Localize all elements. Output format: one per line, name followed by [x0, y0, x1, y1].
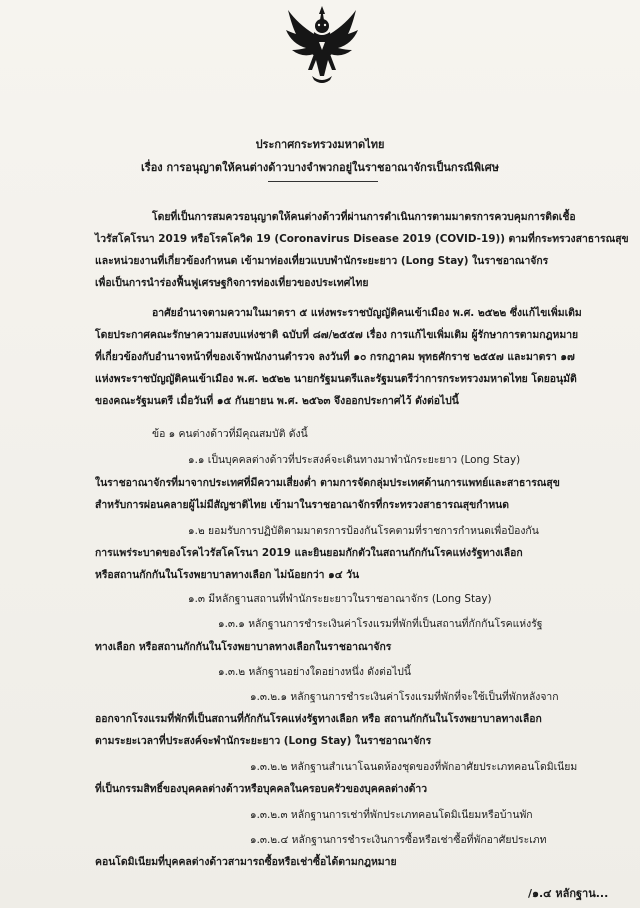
clause-line: ในราชอาณาจักรที่มาจากประเทศที่มีความเสี่ยงต่ำ ตามการจัดกลุ่มประเทศด้านการแพทย์และสาธารณสุข: [95, 477, 560, 489]
document-subject: เรื่อง การอนุญาตให้คนต่างด้าวบางจำพวกอยู่ในราชอาณาจักรเป็นกรณีพิเศษ: [141, 161, 499, 174]
clause-line: ๑.๓.๒.๑ หลักฐานการชำระเงินค่าโรงแรมที่พักที่จะใช้เป็นที่พักหลังจาก: [250, 691, 559, 703]
clause-line: ทางเลือก หรือสถานกักกันในโรงพยาบาลทางเลือกในราชอาณาจักร: [95, 641, 392, 653]
continuation-note: /๑.๔ หลักฐาน...: [528, 887, 609, 900]
paragraph-line: แห่งพระราชบัญญัติคนเข้าเมือง พ.ศ. ๒๕๒๒ นายกรัฐมนตรีและรัฐมนตรีว่าการกระทรวงมหาดไทย โดยอนุมัติ: [95, 373, 577, 385]
paragraph-line: โดยประกาศคณะรักษาความสงบแห่งชาติ ฉบับที่ ๘๗/๒๕๕๗ เรื่อง การแก้ไขเพิ่มเติม ผู้รักษาการตามกฎหมาย: [95, 329, 579, 341]
paragraph-line: โดยที่เป็นการสมควรอนุญาตให้คนต่างด้าวที่ผ่านการดำเนินการตามมาตรการควบคุมการติดเชื้อ: [152, 211, 576, 223]
clause-line: ๑.๓.๒.๔ หลักฐานการชำระเงินการซื้อหรือเช่าซื้อที่พักอาศัยประเภท: [250, 834, 547, 846]
clause-line: ๑.๓.๒ หลักฐานอย่างใดอย่างหนึ่ง ดังต่อไปนี้: [218, 666, 411, 678]
clause-line: ๑.๓.๒.๒ หลักฐานสำเนาโฉนดห้องชุดของที่พักอาศัยประเภทคอนโดมิเนียม: [250, 761, 578, 773]
clause-line: ที่เป็นกรรมสิทธิ์ของบุคคลต่างด้าวหรือบุคคลในครอบครัวของบุคคลต่างด้าว: [95, 783, 428, 795]
clause-line: หรือสถานกักกันในโรงพยาบาลทางเลือก ไม่น้อยกว่า ๑๔ วัน: [95, 569, 360, 581]
clause-line: ๑.๓.๒.๓ หลักฐานการเช่าที่พักประเภทคอนโดมิเนียมหรือบ้านพัก: [250, 809, 533, 821]
clause-line: คอนโดมิเนียมที่บุคคลต่างด้าวสามารถซื้อหรือเช่าซื้อได้ตามกฎหมาย: [95, 856, 397, 868]
paragraph-line: เพื่อเป็นการนำร่องฟื้นฟูเศรษฐกิจการท่องเที่ยวของประเทศไทย: [95, 277, 369, 289]
title-divider: [268, 181, 378, 182]
clause-line: การแพร่ระบาดของโรคไวรัสโคโรนา 2019 และยินยอมกักตัวในสถานกักกันโรคแห่งรัฐทางเลือก: [95, 547, 523, 559]
document-title: ประกาศกระทรวงมหาดไทย: [255, 138, 385, 151]
paragraph-line: และหน่วยงานที่เกี่ยวข้องกำหนด เข้ามาท่องเที่ยวแบบพำนักระยะยาว (Long Stay) ในราชอาณาจักร: [95, 255, 549, 267]
paragraph-line: อาศัยอำนาจตามความในมาตรา ๕ แห่งพระราชบัญญัติคนเข้าเมือง พ.ศ. ๒๕๒๒ ซึ่งแก้ไขเพิ่มเติม: [152, 307, 582, 319]
clause-line: ๑.๑ เป็นบุคคลต่างด้าวที่ประสงค์จะเดินทางมาพำนักระยะยาว (Long Stay): [188, 454, 521, 466]
paragraph-line: ของคณะรัฐมนตรี เมื่อวันที่ ๑๕ กันยายน พ.ศ. ๒๕๖๓ จึงออกประกาศไว้ ดังต่อไปนี้: [95, 395, 459, 407]
paragraph-line: ที่เกี่ยวข้องกับอำนาจหน้าที่ของเจ้าพนักงานตำรวจ ลงวันที่ ๑๐ กรกฎาคม พุทธศักราช ๒๕๕๗ และมาตรา ๑๗: [95, 351, 575, 363]
clause-line: ๑.๓.๑ หลักฐานการชำระเงินค่าโรงแรมที่พักที่เป็นสถานที่กักกันโรคแห่งรัฐ: [218, 618, 543, 630]
garuda-emblem-icon: [286, 4, 358, 84]
clause-line: สำหรับการผ่อนคลายผู้ไม่มีสัญชาติไทย เข้ามาในราชอาณาจักรที่กระทรวงสาธารณสุขกำหนด: [95, 499, 510, 511]
clause-line: ตามระยะเวลาที่ประสงค์จะพำนักระยะยาว (Long Stay) ในราชอาณาจักร: [95, 735, 432, 747]
paragraph-line: ไวรัสโคโรนา 2019 หรือโรคโควิด 19 (Coronavirus Disease 2019 (COVID-19)) ตามที่กระทรวงสาธารณสุข: [95, 233, 629, 245]
clause-line: ๑.๒ ยอมรับการปฏิบัติตามมาตรการป้องกันโรคตามที่ราชการกำหนดเพื่อป้องกัน: [188, 525, 539, 537]
clause-line: ออกจากโรงแรมที่พักที่เป็นสถานที่กักกันโรคแห่งรัฐทางเลือก หรือ สถานกักกันในโรงพยาบาลทางเลือก: [95, 713, 542, 725]
clause-line: ๑.๓ มีหลักฐานสถานที่พำนักระยะยาวในราชอาณาจักร (Long Stay): [188, 593, 492, 605]
clause-heading: ข้อ ๑ คนต่างด้าวที่มีคุณสมบัติ ดังนี้: [152, 428, 308, 440]
